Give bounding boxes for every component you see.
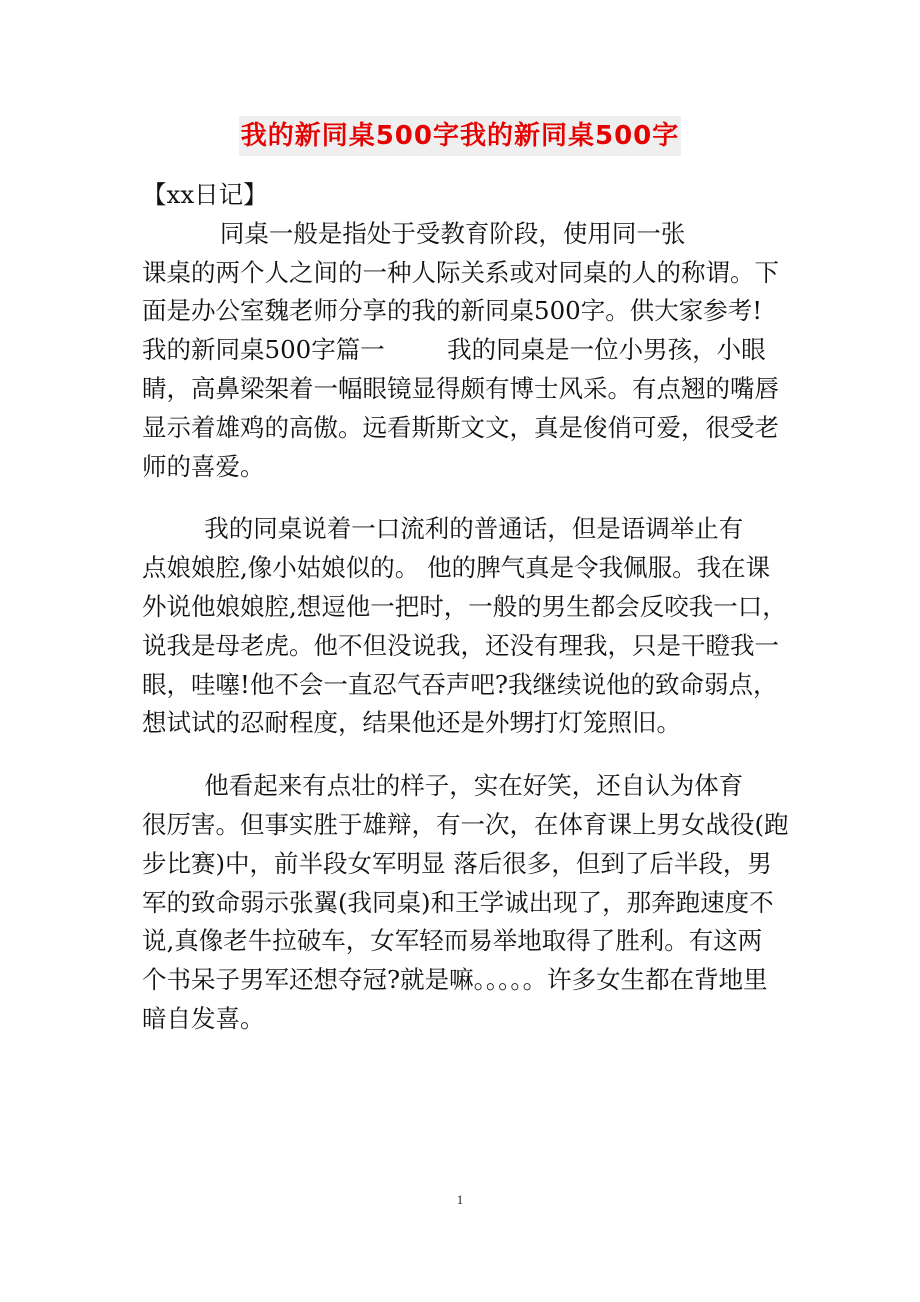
paragraph-line: 军的致命弱示张翼(我同桌)和王学诚出现了，那奔跑速度不 xyxy=(142,887,774,917)
paragraph-gap xyxy=(142,743,802,767)
diary-tag: 【xx日记】 xyxy=(142,180,268,209)
paragraph-line: 我的新同桌500字篇一 我的同桌是一位小男孩，小眼 xyxy=(142,335,766,365)
paragraph-line: 面是办公室魏老师分享的我的新同桌500字。供大家参考! xyxy=(142,296,763,326)
paragraph-2 xyxy=(142,510,802,743)
paragraph-line: 睛，高鼻梁架着一幅眼镜显得颇有博士风采。有点翘的嘴唇 xyxy=(142,373,779,403)
page-number: 1 xyxy=(456,1192,464,1207)
paragraph-line: 外说他娘娘腔,想逗他一把时，一般的男生都会反咬我一口， xyxy=(142,591,787,621)
paragraph-line: 眼，哇噻!他不会一直忍气吞声吧?我继续说他的致命弱点， xyxy=(142,669,778,699)
paragraph-line: 课桌的两个人之间的一种人际关系或对同桌的人的称谓。下 xyxy=(142,257,779,287)
paragraph-line: 个书呆子男军还想夺冠?就是嘛。。。。。许多女生都在背地里 xyxy=(142,965,768,995)
paragraph-line: 很厉害。但事实胜于雄辩，有一次，在体育课上男女战役(跑 xyxy=(142,809,789,839)
paragraph-line: 师的喜爱。 xyxy=(142,451,265,481)
document-title: 我的新同桌500字我的新同桌500字 xyxy=(239,116,682,156)
paragraph-line: 说,真像老牛拉破车，女军轻而易举地取得了胜利。有这两 xyxy=(142,926,763,956)
document-body xyxy=(142,176,802,1039)
paragraph-line: 步比赛)中，前半段女军明显 落后很多，但到了后半段，男 xyxy=(142,848,772,878)
paragraph-line: 点娘娘腔,像小姑娘似的。 他的脾气真是令我佩服。我在课 xyxy=(142,553,771,583)
paragraph-gap xyxy=(142,486,802,510)
paragraph-line: 同桌一般是指处于受教育阶段，使用同一张 xyxy=(142,218,686,248)
paragraph-line: 我的同桌说着一口流利的普通话，但是语调举止有 xyxy=(142,514,744,544)
paragraph-1 xyxy=(142,215,802,487)
paragraph-line: 他看起来有点壮的样子，实在好笑，还自认为体育 xyxy=(142,771,744,801)
title-container xyxy=(0,116,920,156)
paragraph-line: 暗自发喜。 xyxy=(142,1003,265,1033)
paragraph-3 xyxy=(142,767,802,1039)
paragraph-line: 想试试的忍耐程度，结果他还是外甥打灯笼照旧。 xyxy=(142,708,681,738)
paragraph-line: 显示着雄鸡的高傲。远看斯斯文文，真是俊俏可爱，很受老 xyxy=(142,412,779,442)
paragraph-line: 说我是母老虎。他不但没说我，还没有理我，只是干瞪我一 xyxy=(142,630,779,660)
